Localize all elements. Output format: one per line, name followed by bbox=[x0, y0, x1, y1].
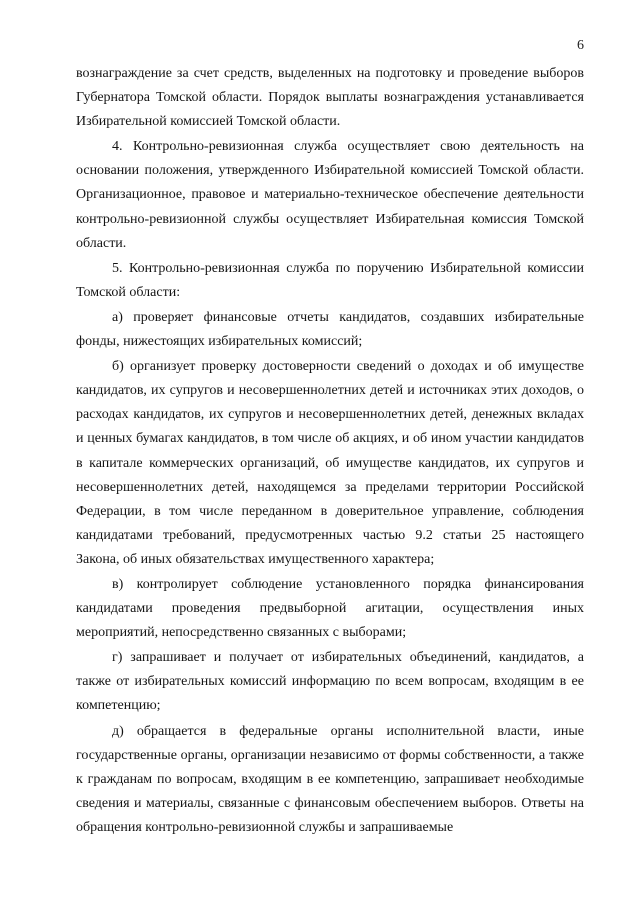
page-number: 6 bbox=[577, 38, 584, 53]
paragraph: г) запрашивает и получает от избирательных объединений, кандидатов, а также от избирательных комиссий информацию по всем вопросам, входящим в ее компетенцию; bbox=[76, 650, 584, 714]
paragraph: 4. Контрольно-ревизионная служба осуществляет свою деятельность на основании положения, утвержденного Избирательной комиссией Томской области. Организационное, правовое и материально-техническое обеспечение деятельности контрольно-ревизионной службы осуществляет Избирательная комиссия Томской области. bbox=[76, 139, 584, 251]
paragraph: а) проверяет финансовые отчеты кандидатов, создавших избирательные фонды, нижестоящих избирательных комиссий; bbox=[76, 309, 584, 350]
document-body bbox=[76, 62, 584, 841]
paragraph: 5. Контрольно-ревизионная служба по поручению Избирательной комиссии Томской области: bbox=[76, 260, 584, 300]
paragraph: д) обращается в федеральные органы исполнительной власти, иные государственные органы, организации независимо от формы собственности, а также к гражданам по вопросам, входящим в ее компетенцию, запрашивает необходимые сведения и материалы, связанные с финансовым обеспечением выборов. Ответы на обращения контрольно-ревизионной службы и запрашиваемые bbox=[76, 723, 584, 835]
paragraph: вознаграждение за счет средств, выделенных на подготовку и проведение выборов Губернатора Томской области. Порядок выплаты вознаграждения устанавливается Избирательной комиссией Томской области. bbox=[76, 66, 584, 130]
paragraph: в) контролирует соблюдение установленного порядка финансирования кандидатами проведения предвыборной агитации, осуществления иных мероприятий, непосредственно связанных с выборами; bbox=[76, 576, 584, 641]
paragraph: б) организует проверку достоверности сведений о доходах и об имуществе кандидатов, их супругов и несовершеннолетних детей и источниках этих доходов, о расходах кандидатов, их супругов и несовершеннолетних детей, денежных вкладах и ценных бумагах кандидатов, в том числе об акциях, и об ином участии кандидатов в капитале коммерческих организаций, об имуществе кандидатов, их супругов и несовершеннолетних детей, находящемся за пределами территории Российской Федерации, в том числе переданном в доверительное управление, соблюдения кандидатами требований, предусмотренных частью 9.2 статьи 25 настоящего Закона, об иных обязательствах имущественного характера; bbox=[76, 359, 584, 567]
